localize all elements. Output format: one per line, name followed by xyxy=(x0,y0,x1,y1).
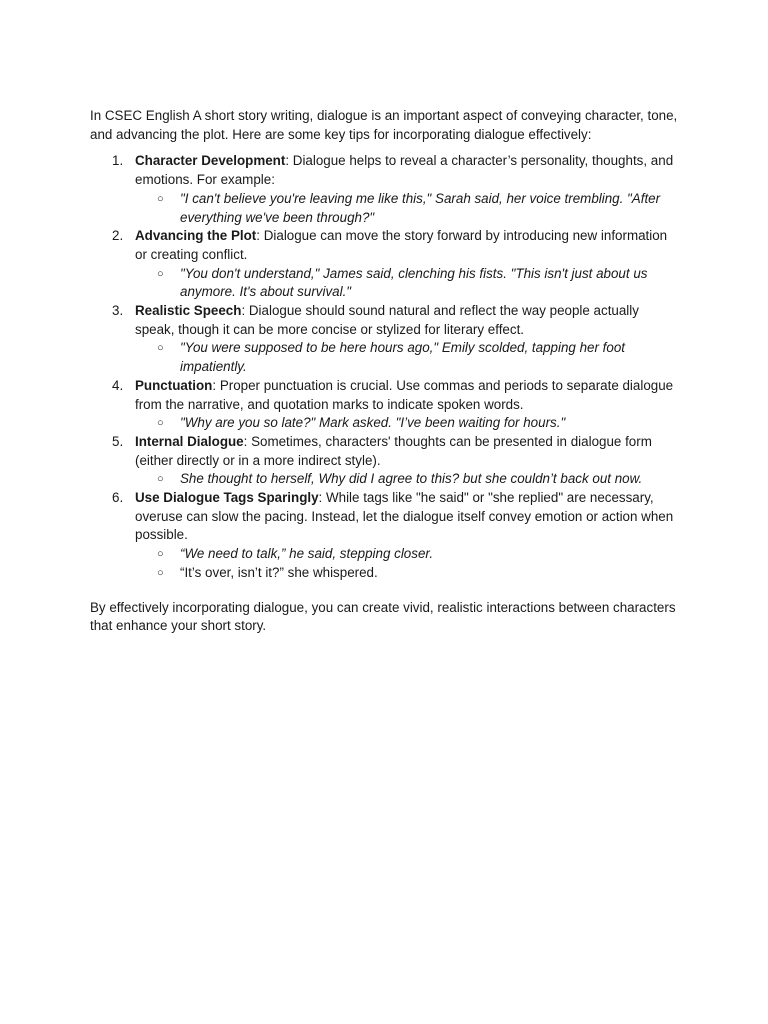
tip-number: 1. xyxy=(112,153,124,169)
tip-item-3 xyxy=(90,302,680,377)
tip-item-4 xyxy=(90,377,680,433)
example-list xyxy=(135,265,680,302)
tip-term: Use Dialogue Tags Sparingly xyxy=(135,490,319,506)
example-list xyxy=(135,545,680,582)
example-item xyxy=(135,339,680,376)
tip-term: Character Development xyxy=(135,153,286,169)
example-text: "Why are you so late?" Mark asked. "I’ve been waiting for hours." xyxy=(180,415,566,431)
example-item xyxy=(135,265,680,302)
hollow-circle-bullet-icon: ○ xyxy=(157,548,164,561)
example-text: "I can't believe you're leaving me like this," Sarah said, her voice trembling. "After everything we've been through?" xyxy=(180,190,661,225)
example-item xyxy=(135,190,680,227)
example-text: "You don't understand," James said, clenching his fists. "This isn't just about us anymore. It's about survival." xyxy=(180,265,648,300)
tips-list xyxy=(90,152,680,582)
tip-number: 5. xyxy=(112,433,124,449)
tip-term: Realistic Speech xyxy=(135,303,242,319)
hollow-circle-bullet-icon: ○ xyxy=(157,267,164,280)
closing-paragraph: By effectively incorporating dialogue, you can create vivid, realistic interactions between characters that enhance your short story. xyxy=(90,599,676,634)
document-page xyxy=(90,107,680,636)
hollow-circle-bullet-icon: ○ xyxy=(157,473,164,486)
tip-term: Internal Dialogue xyxy=(135,433,244,449)
example-item xyxy=(135,545,680,564)
example-list xyxy=(135,339,680,376)
example-text: "You were supposed to be here hours ago," Emily scolded, tapping her foot impatiently. xyxy=(180,340,625,375)
example-text: She thought to herself, Why did I agree to this? but she couldn’t back out now. xyxy=(180,471,643,487)
tip-term: Punctuation xyxy=(135,377,213,393)
intro-paragraph: In CSEC English A short story writing, dialogue is an important aspect of conveying character, tone, and advancing the plot. Here are some key tips for incorporating dialogue effectively: xyxy=(90,108,678,142)
tip-text: : Dialogue helps to reveal a character’s personality, thoughts, and emotions. For example: xyxy=(135,153,674,188)
example-item xyxy=(135,414,680,433)
example-text: “We need to talk,” he said, stepping closer. xyxy=(180,546,434,562)
hollow-circle-bullet-icon: ○ xyxy=(157,342,164,355)
tip-text: : While tags like "he said" or "she replied" are necessary, overuse can slow the pacing. Instead, let the dialogue itself convey emotion or action when possible. xyxy=(135,490,674,543)
hollow-circle-bullet-icon: ○ xyxy=(157,417,164,430)
hollow-circle-bullet-icon: ○ xyxy=(157,192,164,205)
tip-text: : Dialogue should sound natural and reflect the way people actually speak, though it can be more concise or stylized for literary effect. xyxy=(135,303,639,337)
tip-item-5 xyxy=(90,433,680,489)
example-list xyxy=(135,470,680,489)
tip-text: : Sometimes, characters' thoughts can be presented in dialogue form (either directly or in a more indirect style). xyxy=(135,433,652,468)
tip-item-2 xyxy=(90,227,680,302)
tip-text: : Proper punctuation is crucial. Use commas and periods to separate dialogue from the narrative, and quotation marks to indicate spoken words. xyxy=(135,377,674,412)
tip-number: 2. xyxy=(112,228,124,244)
example-item xyxy=(135,564,680,583)
hollow-circle-bullet-icon: ○ xyxy=(157,566,164,579)
tip-number: 4. xyxy=(112,377,124,393)
tip-item-1 xyxy=(90,152,680,227)
tip-item-6 xyxy=(90,489,680,583)
tip-text: : Dialogue can move the story forward by introducing new information or creating conflict. xyxy=(135,228,668,262)
tip-term: Advancing the Plot xyxy=(135,228,257,244)
example-text: “It’s over, isn’t it?” she whispered. xyxy=(180,564,378,580)
tip-number: 6. xyxy=(112,490,124,506)
tip-number: 3. xyxy=(112,303,124,319)
example-item xyxy=(135,470,680,489)
example-list xyxy=(135,190,680,227)
example-list xyxy=(135,414,680,433)
